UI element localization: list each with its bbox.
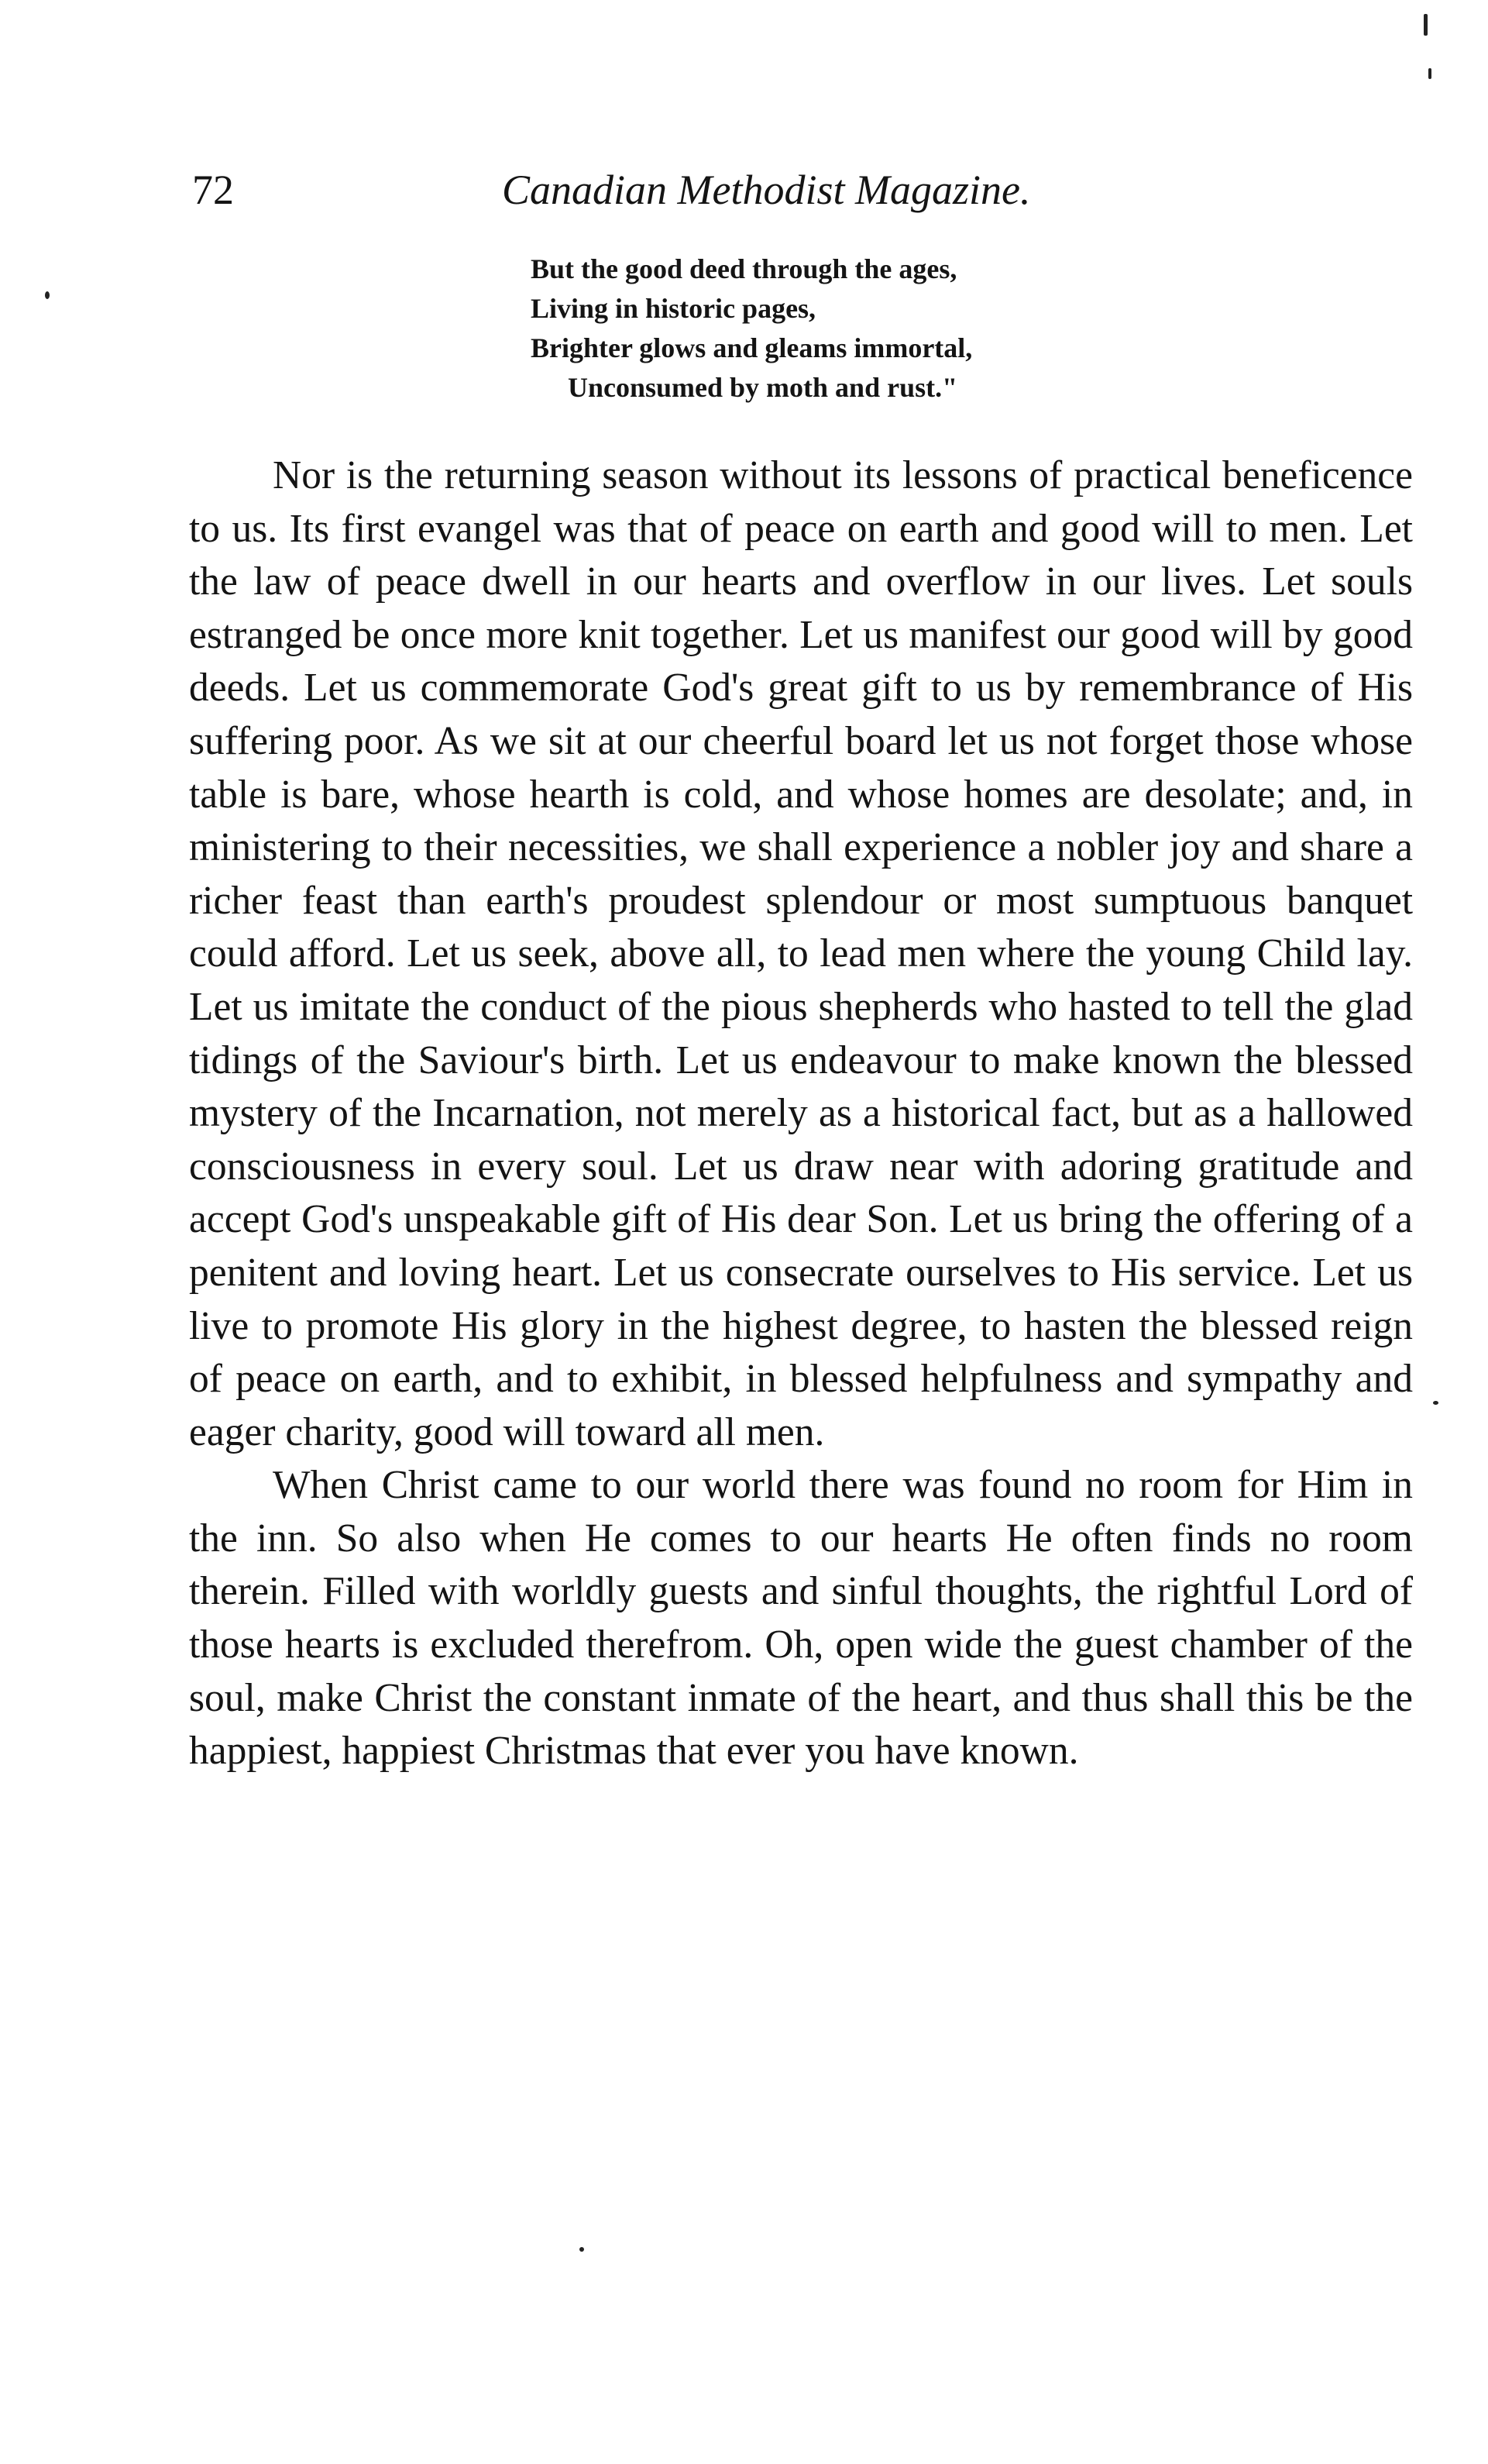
paragraph: Nor is the returning season without its lessons of practical beneficence to us. Its first evangel was that of peace on earth and good will to men. Let the law of peace dwell in our hearts and overflow in our lives. Let souls estranged be once more knit together. Let us manifest our good will by good deeds. Let us commemorate God's great gift to us by remembrance of His suffering poor. As we sit at our cheerful board let us not forget those whose table is bare, whose hearth is cold, and whose homes are desolate; and, in ministering to their necessities, we shall experience a nobler joy and share a richer feast than earth's proudest splendour or most sumptuous banquet could afford. Let us seek, above all, to lead men where the young Child lay. Let us imitate the conduct of the pious shepherds who hasted to tell the glad tidings of the Saviour's birth. Let us endeavour to make known the blessed mystery of the Incarnation, not merely as a historical fact, but as a hallowed consciousness in every soul. Let us draw near with adoring gratitude and accept God's unspeakable gift of His dear Son. Let us bring the offering of a penitent and loving heart. Let us consecrate ourselves to His service. Let us live to promote His glory in the highest degree, to hasten the blessed reign of peace on earth, and to exhibit, in blessed helpfulness and sympathy and eager charity, good will toward all men. [189,453,1413,1454]
verse-line: Brighter glows and gleams immortal, [531,332,973,363]
print-speck-mark [1433,1401,1438,1405]
print-speck-mark [1428,68,1431,79]
body-text [189,449,1413,1778]
running-title: Canadian Methodist Magazine. [502,167,1031,213]
print-speck-mark [579,2247,584,2252]
paragraph: When Christ came to our world there was found no room for Him in the inn. So also when He comes to our hearts He often finds no room therein. Filled with worldly guests and sinful thoughts, the rightful Lord of those hearts is excluded therefrom. Oh, open wide the guest chamber of the soul, make Christ the constant inmate of the heart, and thus shall this be the happiest, happiest Christmas that ever you have known. [189,1463,1413,1774]
page-number: 72 [192,167,234,213]
verse-quotation [531,249,1228,408]
print-speck-mark [1424,14,1428,36]
verse-line: But the good deed through the ages, [531,253,957,284]
print-speck-mark [45,291,50,299]
verse-line: Unconsumed by moth and rust." [568,372,958,403]
verse-line: Living in historic pages, [531,293,816,324]
page-header [192,159,1416,221]
